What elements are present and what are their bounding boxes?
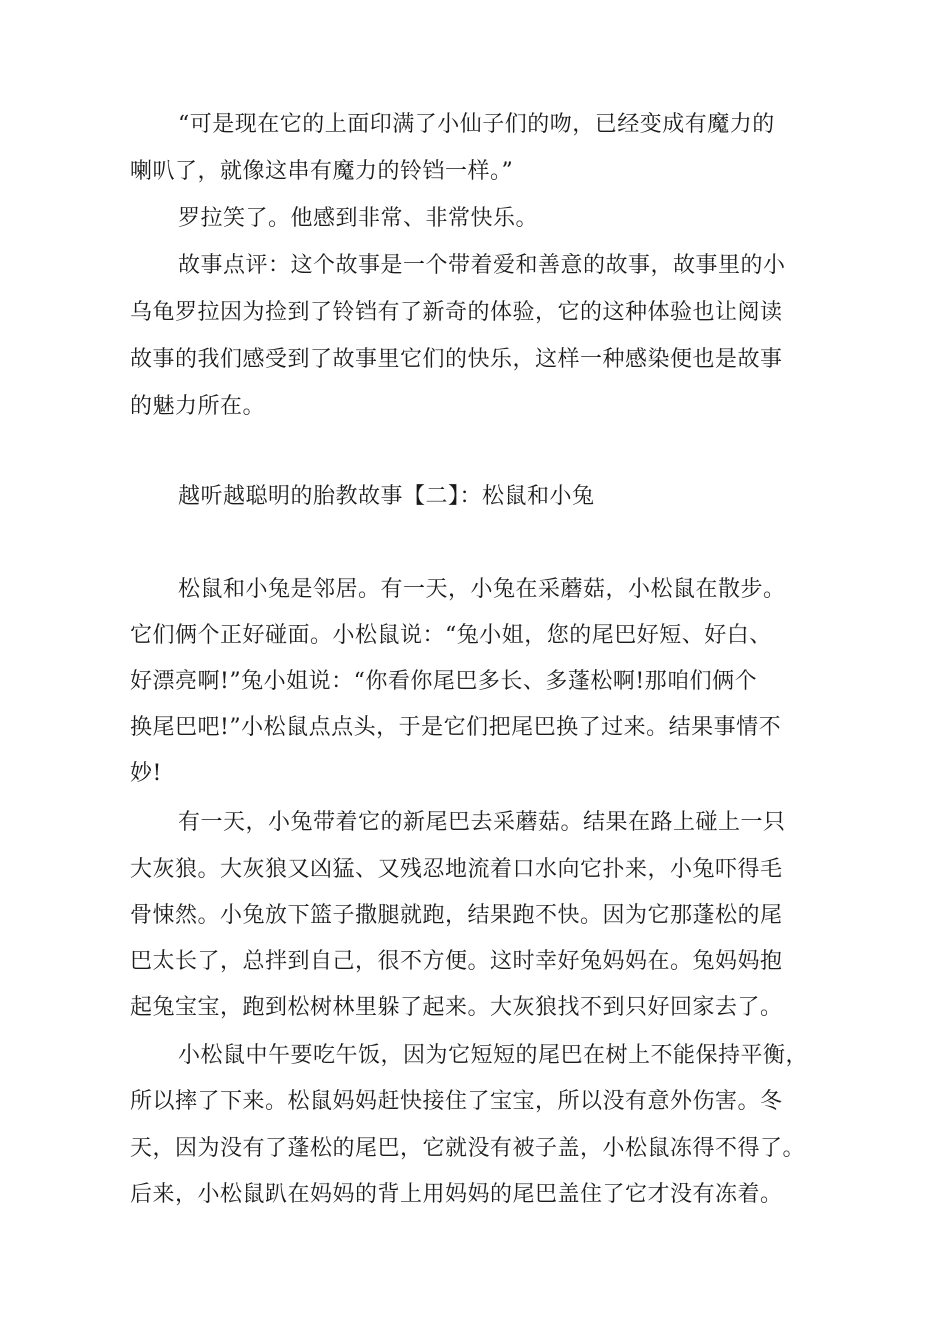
paragraph-line: 故事的我们感受到了故事里它们的快乐，这样一种感染便也是故事 [130,347,783,372]
paragraph-line: 有一天，小兔带着它的新尾巴去采蘑菇。结果在路上碰上一只 [178,810,786,835]
paragraph-line: 好漂亮啊!”兔小姐说：“你看你尾巴多长、多蓬松啊!那咱们俩个 [130,669,758,694]
paragraph-line: 天，因为没有了蓬松的尾巴，它就没有被子盖，小松鼠冻得不得了。 [130,1136,806,1161]
paragraph-line: 妙! [130,761,162,786]
paragraph-line: 喇叭了，就像这串有魔力的铃铛一样。” [130,159,514,184]
paragraph-line: 罗拉笑了。他感到非常、非常快乐。 [178,206,539,231]
paragraph-line: 骨悚然。小兔放下篮子撒腿就跑，结果跑不快。因为它那蓬松的尾 [130,903,783,928]
paragraph-line: 它们俩个正好碰面。小松鼠说：“兔小姐，您的尾巴好短、好白、 [130,623,772,648]
paragraph-line: 的魅力所在。 [130,394,266,419]
paragraph-line: 松鼠和小兔是邻居。有一天，小兔在采蘑菇，小松鼠在散步。 [178,577,786,602]
paragraph-line: 所以摔了下来。松鼠妈妈赶快接住了宝宝，所以没有意外伤害。冬 [130,1089,783,1114]
paragraph-line: 换尾巴吧!”小松鼠点点头，于是它们把尾巴换了过来。结果事情不 [130,715,782,740]
paragraph-line: “可是现在它的上面印满了小仙子们的吻，已经变成有魔力的 [178,112,775,137]
paragraph-line: 后来，小松鼠趴在妈妈的背上用妈妈的尾巴盖住了它才没有冻着。 [130,1182,783,1207]
paragraph-line: 小松鼠中午要吃午饭，因为它短短的尾巴在树上不能保持平衡， [178,1043,809,1068]
paragraph-line: 大灰狼。大灰狼又凶猛、又残忍地流着口水向它扑来，小兔吓得毛 [130,857,783,882]
paragraph-line: 起兔宝宝，跑到松树林里躲了起来。大灰狼找不到只好回家去了。 [130,995,783,1020]
section-heading: 越听越聪明的胎教故事【二】：松鼠和小兔 [178,484,595,509]
paragraph-line: 巴太长了，总拌到自己，很不方便。这时幸好兔妈妈在。兔妈妈抱 [130,949,783,974]
paragraph-line: 乌龟罗拉因为捡到了铃铛有了新奇的体验，它的这种体验也让阅读 [130,300,783,325]
paragraph-line: 故事点评：这个故事是一个带着爱和善意的故事，故事里的小 [178,253,786,278]
